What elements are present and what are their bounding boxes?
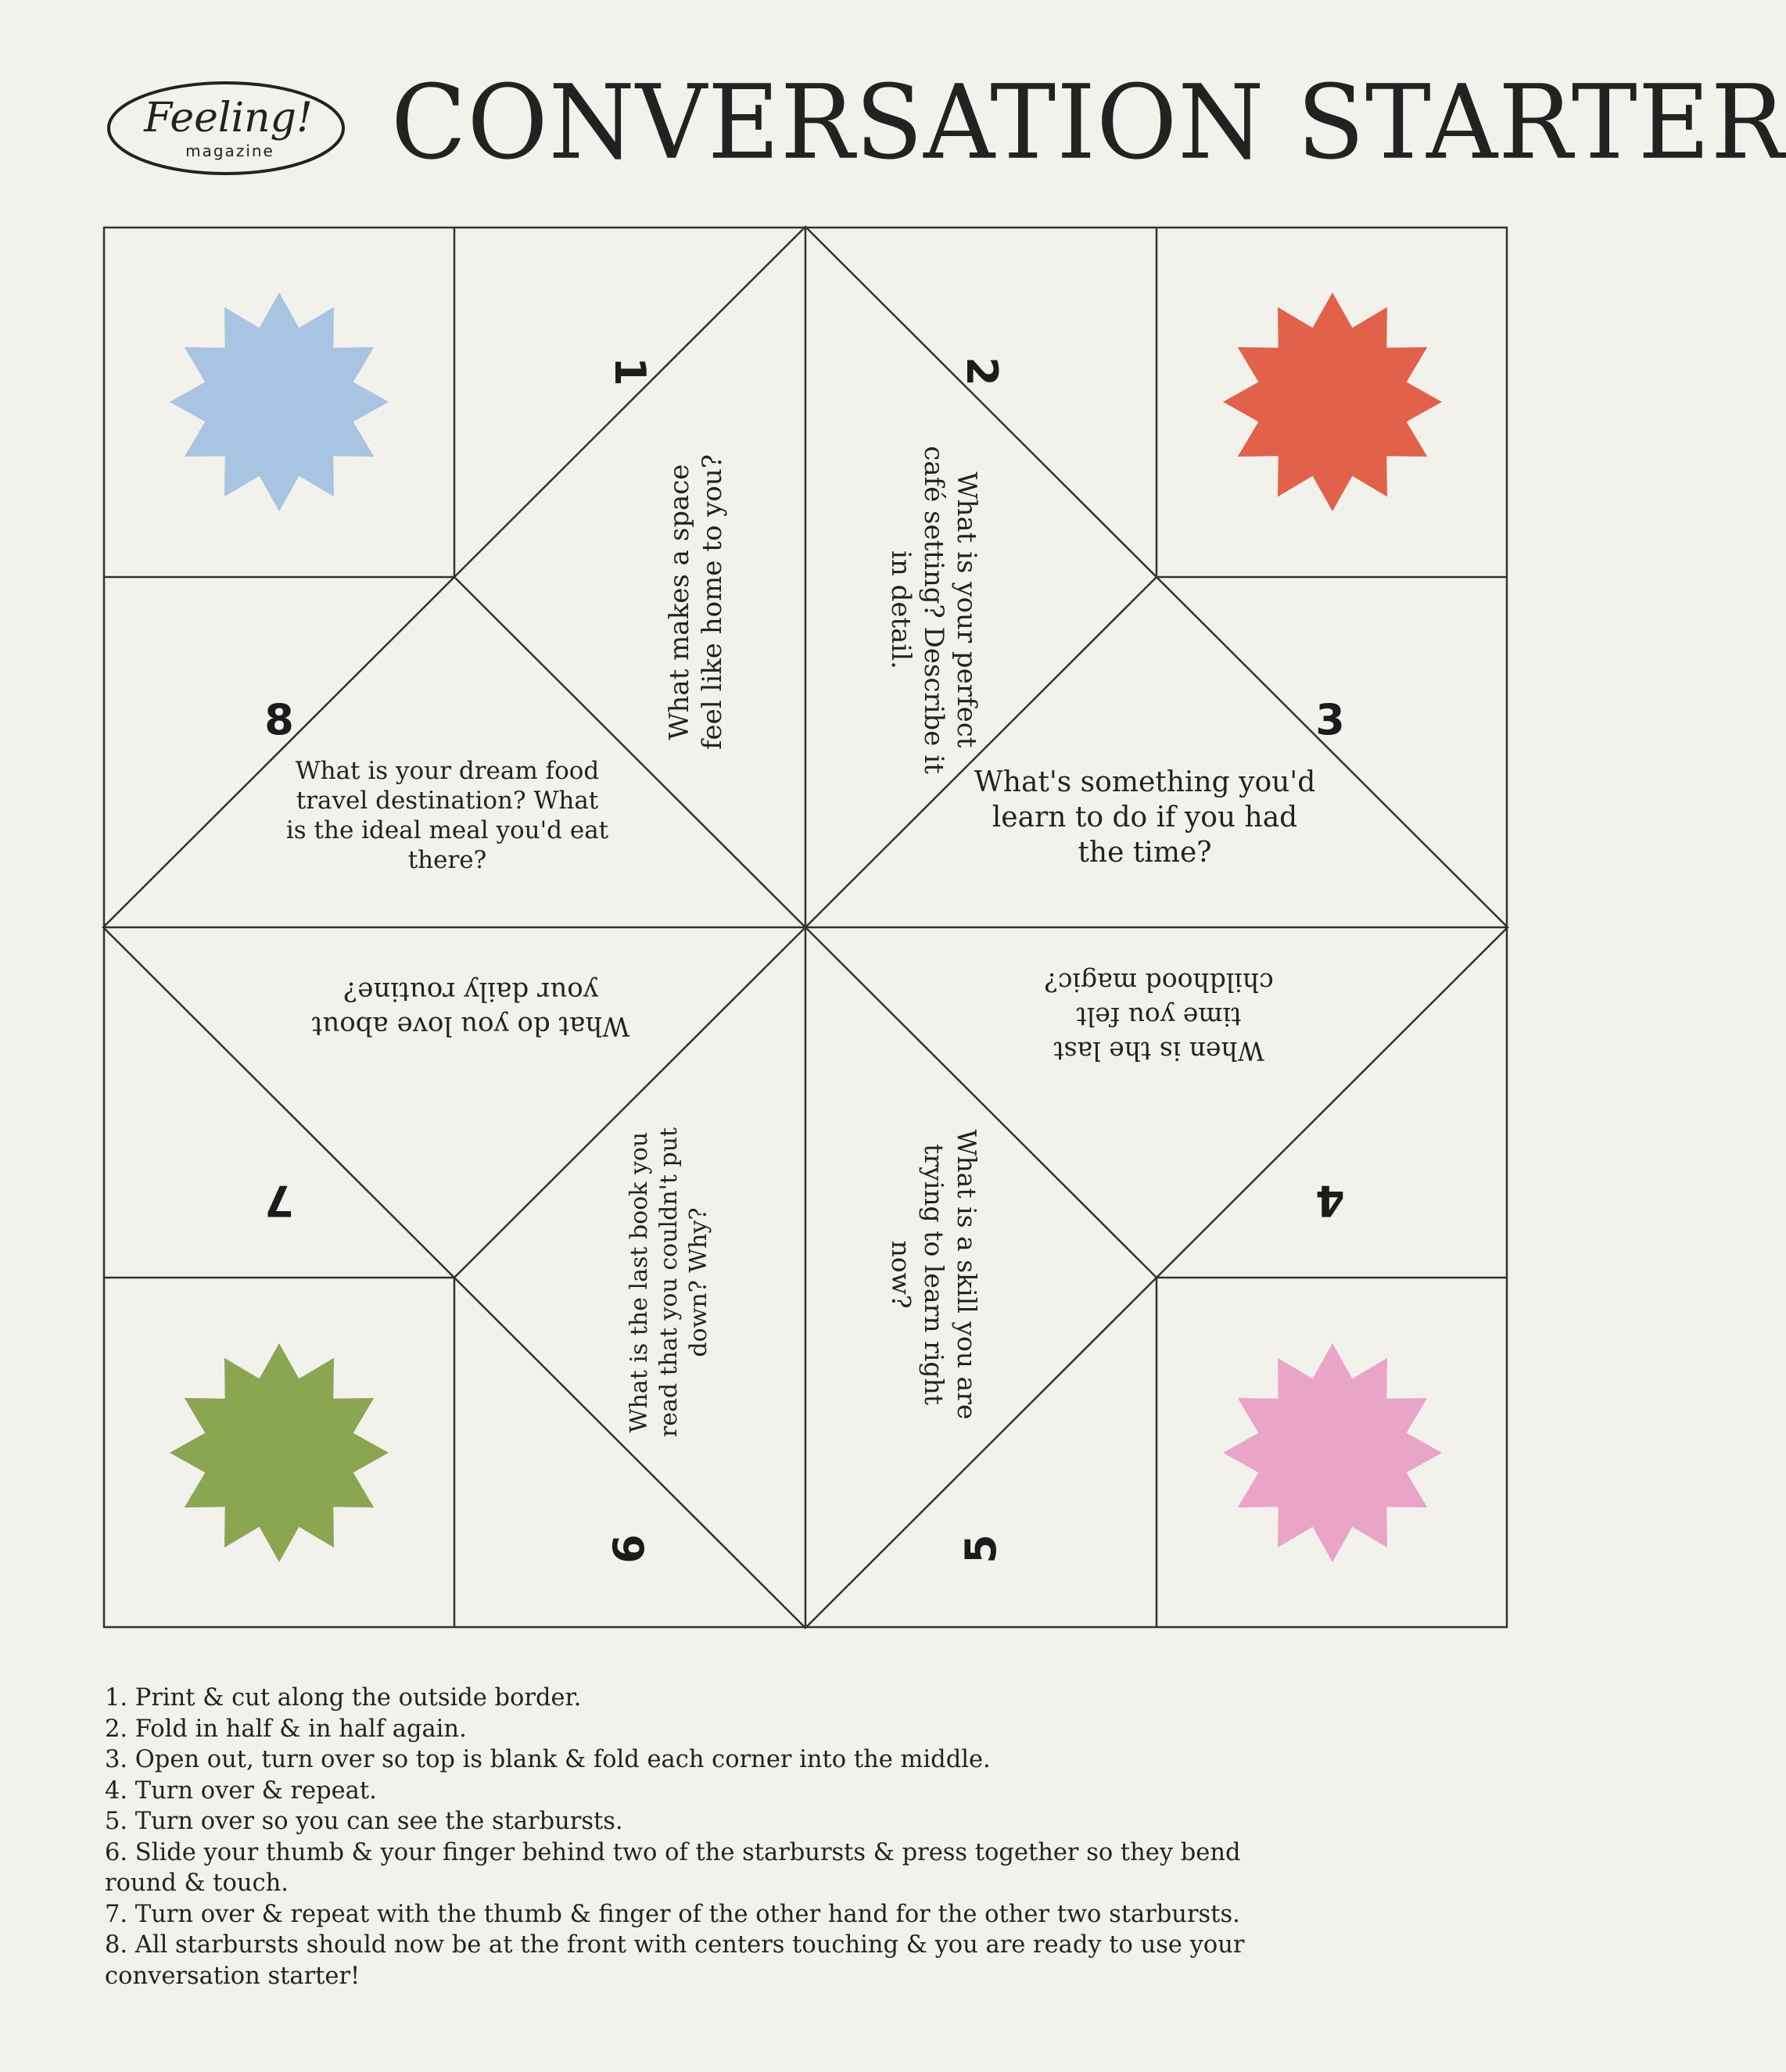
question-7: What do you love about your daily routine? — [311, 976, 630, 1041]
flap-number-4: 4 — [1315, 1176, 1345, 1225]
flap-number-6: 6 — [604, 1534, 654, 1564]
question-3: What's something you'd learn to do if you had the time? — [974, 765, 1316, 869]
instruction-step-6: 6. Slide your thumb & your finger behind two of the starbursts & press together so they bend round & touch. — [105, 1838, 1241, 1897]
question-4: When is the last time you felt childhood magic? — [1044, 967, 1274, 1066]
instruction-step-2: 2. Fold in half & in half again. — [105, 1715, 467, 1743]
instruction-step-8: 8. All starbursts should now be at the front with centers touching & you are ready to use your conversation starter! — [105, 1931, 1245, 1990]
flap-number-5: 5 — [956, 1534, 1006, 1564]
starburst-green — [162, 1335, 396, 1570]
question-1: What makes a space feel like home to you? — [664, 453, 728, 751]
logo-text: Feeling! — [144, 95, 313, 142]
flap-number-3: 3 — [1315, 695, 1345, 744]
flap-number-2: 2 — [957, 357, 1006, 386]
instruction-step-5: 5. Turn over so you can see the starbursts. — [105, 1808, 623, 1835]
flap-number-1: 1 — [605, 357, 655, 386]
logo-oval — [105, 78, 347, 178]
question-2: What is your perfect café setting? Describe it in detail. — [885, 446, 982, 774]
instructions-list — [105, 1683, 1512, 1991]
flap-number-8: 8 — [264, 695, 294, 744]
instruction-step-1: 1. Print & cut along the outside border. — [105, 1684, 582, 1712]
instruction-step-4: 4. Turn over & repeat. — [105, 1776, 377, 1805]
brand-logo — [105, 78, 347, 178]
logo-subtext: magazine — [185, 142, 274, 160]
question-6: What is the last book you read that you couldn't put down? Why? — [626, 1127, 712, 1438]
page-title: CONVERSATION STARTER — [391, 63, 1786, 182]
instruction-step-7: 7. Turn over & repeat with the thumb & finger of the other hand for the other two starbursts. — [105, 1900, 1240, 1928]
starburst-pink — [1215, 1335, 1450, 1570]
starburst-red — [1215, 285, 1450, 519]
starburst-blue — [162, 285, 396, 519]
instruction-step-3: 3. Open out, turn over so top is blank & fold each corner into the middle. — [105, 1746, 991, 1773]
question-5: What is a skill you are trying to learn right now? — [886, 1129, 982, 1420]
flap-number-7: 7 — [264, 1176, 294, 1225]
question-8: What is your dream food travel destination? What is the ideal meal you'd eat there? — [285, 757, 609, 874]
fortune-teller-template — [103, 227, 1508, 1628]
